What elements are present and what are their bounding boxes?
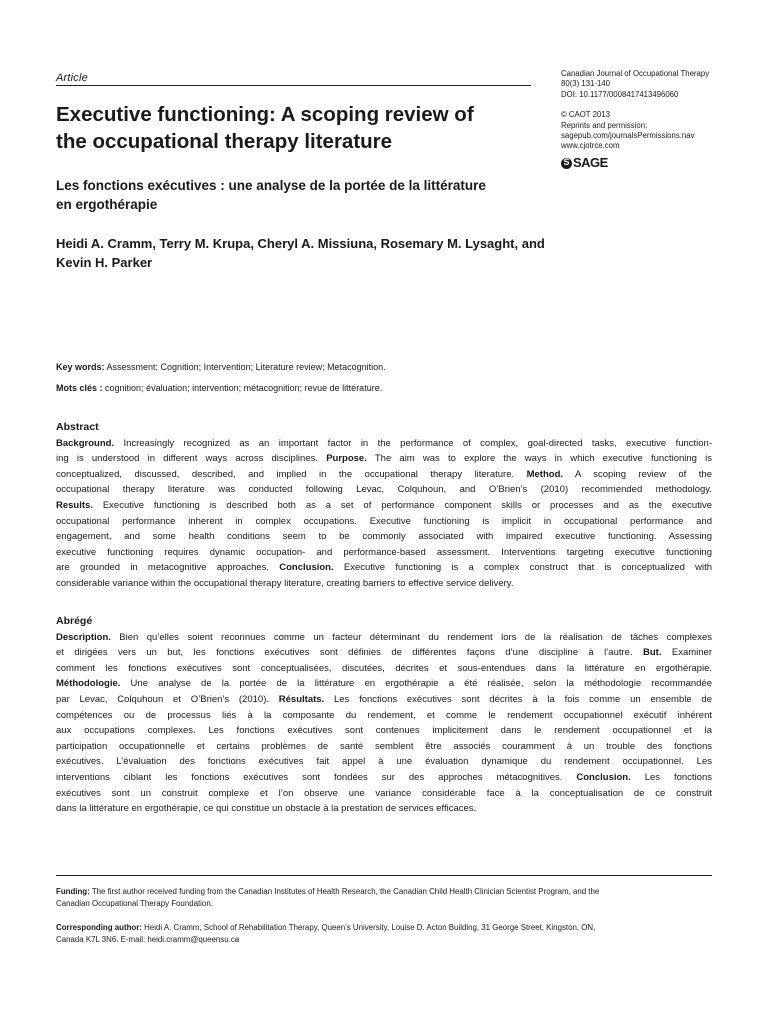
paragraph-text: Increasingly recognized as an important factor in the performance of complex, goal-directed tasks, executive function- (114, 437, 712, 449)
publisher-logo (561, 155, 721, 171)
header-rule (56, 85, 531, 86)
paragraph-text: engagement, and some health conditions seem to be commonly associated with impaired executive functioning. Assessing (56, 531, 712, 543)
doi[interactable]: DOI: 10.1177/0008417413496060 (561, 89, 679, 99)
corresponding-line-1 (56, 922, 716, 934)
section-label: Résultats. (278, 693, 325, 705)
paragraph-line (56, 630, 712, 646)
authors-line-2: Kevin H. Parker (56, 255, 153, 270)
keywords-text: Assessment; Cognition; Intervention; Literature review; Metacognition. (106, 362, 386, 372)
mots-cles (56, 382, 716, 394)
section-label: Méthodologie. (56, 678, 121, 690)
title-line-2: the occupational therapy literature (56, 130, 393, 153)
paragraph-line (56, 467, 712, 483)
footnote-rule (56, 875, 712, 876)
paragraph-line (56, 436, 712, 452)
author-list (56, 234, 716, 272)
journal-metadata (561, 69, 721, 169)
paragraph-line (56, 661, 712, 677)
mots-cles-text: cognition; évaluation; intervention; métacognition; revue de littérature. (105, 383, 383, 393)
paragraph-text: ing is understood in different ways across disciplines. (56, 453, 327, 465)
corresponding-text-1: Heidi A. Cramm, School of Rehabilitation Therapy, Queen’s University, Louise D. Acton Building, 31 George Street, Kingston, ON, (144, 923, 596, 932)
paragraph-text: executive functioning requires dynamic occupation- and performance-based assessment. Interventions targeting executive functioning (56, 546, 712, 558)
paragraph-text: conceptualized, discussed, described, and implied in the occupational therapy literature. (56, 468, 527, 480)
title-line-1: Executive functioning: A scoping review of (56, 103, 474, 126)
journal-name: Canadian Journal of Occupational Therapy (561, 69, 710, 78)
french-title-line-2: en ergothérapie (56, 197, 158, 212)
section-label: Purpose. (326, 453, 367, 465)
paragraph-text: considerable variance within the occupational therapy literature, creating barriers to effective service delivery. (56, 577, 514, 589)
paragraph-text: compétences ou de processus liés à la composante du rendement, et comme le rendement occupationnel exécutif inhérent (56, 709, 712, 721)
reprints-label: Reprints and permission: (561, 120, 648, 130)
abrege (56, 614, 712, 817)
paragraph-line (56, 514, 712, 530)
journal-volume: 80(3) 131-140 (561, 79, 610, 89)
paragraph-line (56, 723, 712, 739)
abstract-heading: Abstract (56, 421, 99, 433)
paragraph-line (56, 529, 712, 545)
paragraph-text: et dirigées vers un but, les fonctions exécutives sont définies de différentes façons d’une discipline à l’autre. (56, 647, 643, 659)
paragraph-text: comment les fonctions exécutives sont conceptualisées, discutées, décrites et sous-entendues dans la littérature en ergothérapie. (56, 662, 712, 674)
paragraph-line (56, 545, 712, 561)
paragraph-line (56, 451, 712, 467)
paragraph-text: dans la littérature en ergothérapie, ce qui constitue un obstacle à la prestation de services efficaces. (56, 803, 477, 815)
section-label: Conclusion. (279, 562, 334, 574)
french-title-line-1: Les fonctions exécutives : une analyse de la portée de la littérature (56, 178, 486, 193)
paragraph-text: Examiner (661, 647, 712, 659)
paragraph-text: participation occupationnelle et certains problèmes de santé semblent être associés couramment à un trouble des fonctions (56, 740, 712, 752)
paragraph-text: A scoping review of the (563, 468, 712, 480)
abrege-body (56, 630, 712, 817)
paragraph-line (56, 676, 712, 692)
paragraph-line (56, 754, 712, 770)
section-label: Method. (526, 468, 564, 480)
funding-text-1: The first author received funding from the Canadian Institutes of Health Research, the Canadian Child Health Clinician Scientist Program, and the (91, 887, 600, 896)
paragraph-line (56, 801, 712, 817)
copyright: © CAOT 2013 (561, 110, 610, 120)
section-label: Conclusion. (576, 771, 631, 783)
paragraph-text: aux occupations complexes. Les fonctions exécutives sont contenues implicitement dans le rendement occupationnel et la (56, 725, 712, 737)
publisher-name: SAGE (573, 155, 608, 171)
article-title (56, 101, 531, 155)
funding-line-1 (56, 886, 716, 898)
paragraph-line (56, 498, 712, 514)
section-label: Description. (56, 631, 111, 643)
paragraph-line (56, 560, 712, 576)
abstract-body (56, 436, 712, 592)
abrege-heading: Abrégé (56, 615, 93, 627)
corresponding-label: Corresponding author: (56, 923, 142, 932)
paragraph-text: Les fonctions (630, 771, 712, 783)
reprints-link[interactable]: sagepub.com/journalsPermissions.nav (561, 131, 695, 141)
paragraph-text: exécutives sont un construit complexe et l’on observe une variance considérable face à la conceptualisation de ce construit (56, 787, 712, 799)
corresponding-line-2[interactable]: Canada K7L 3N6. E-mail: heidi.cramm@queensu.ca (56, 935, 240, 944)
journal-website[interactable]: www.cjotrce.com (561, 141, 620, 151)
sage-icon (561, 158, 572, 169)
paragraph-text: Une analyse de la portée de la littérature en ergothérapie a été réalisée, selon la méthodologie recommandée (120, 678, 712, 690)
paragraph-text: Executive functioning is a complex construct that is conceptualized with (333, 562, 712, 574)
funding-note (56, 886, 716, 910)
keywords-label: Key words: (56, 362, 105, 372)
french-title (56, 176, 556, 214)
paragraph-text: occupational performance inherent in complex occupations. Executive functioning is implicit in occupational performance and (56, 515, 712, 527)
funding-line-2: Canadian Occupational Therapy Foundation. (56, 899, 213, 908)
mots-cles-label: Mots clés : (56, 383, 103, 393)
paragraph-text: interventions ciblant les fonctions exécutives sont fondées sur des approches métacognitives. (56, 771, 577, 783)
paragraph-line (56, 645, 712, 661)
paragraph-line (56, 739, 712, 755)
paragraph-text: Executive functioning is described both as a set of performance component skills or processes and as the executive (92, 499, 712, 511)
corresponding-author-note (56, 922, 716, 946)
funding-label: Funding: (56, 887, 90, 896)
paragraph-line (56, 482, 712, 498)
section-label: Background. (56, 437, 115, 449)
paragraph-text: exécutives. L’évaluation des fonctions exécutives fait appel à une évaluation dynamique du rendement occupationnel. Les (56, 756, 712, 768)
paragraph-text: The aim was to explore the ways in which executive functioning is (366, 453, 712, 465)
paragraph-line (56, 708, 712, 724)
paragraph-line (56, 770, 712, 786)
abstract (56, 420, 712, 592)
section-label: Results. (56, 499, 93, 511)
paragraph-text: par Levac, Colquhoun et O’Brien’s (2010). (56, 693, 279, 705)
paragraph-text: Bien qu’elles soient reconnues comme un facteur déterminant du rendement lors de la réalisation de tâches complexes (110, 631, 712, 643)
paragraph-text: occupational therapy literature was conducted following Levac, Colquhoun, and O’Brien’s (2010) recommended methodology. (56, 484, 712, 496)
paragraph-line (56, 786, 712, 802)
paragraph-text: are grounded in metacognitive approaches. (56, 562, 280, 574)
paragraph-line (56, 576, 712, 592)
keywords (56, 361, 716, 373)
section-label: But. (643, 647, 662, 659)
paragraph-text: Les fonctions exécutives sont décrites à la fois comme un ensemble de (324, 693, 712, 705)
paragraph-line (56, 692, 712, 708)
authors-line-1: Heidi A. Cramm, Terry M. Krupa, Cheryl A. Missiuna, Rosemary M. Lysaght, and (56, 236, 545, 251)
article-type-label: Article (56, 72, 88, 84)
